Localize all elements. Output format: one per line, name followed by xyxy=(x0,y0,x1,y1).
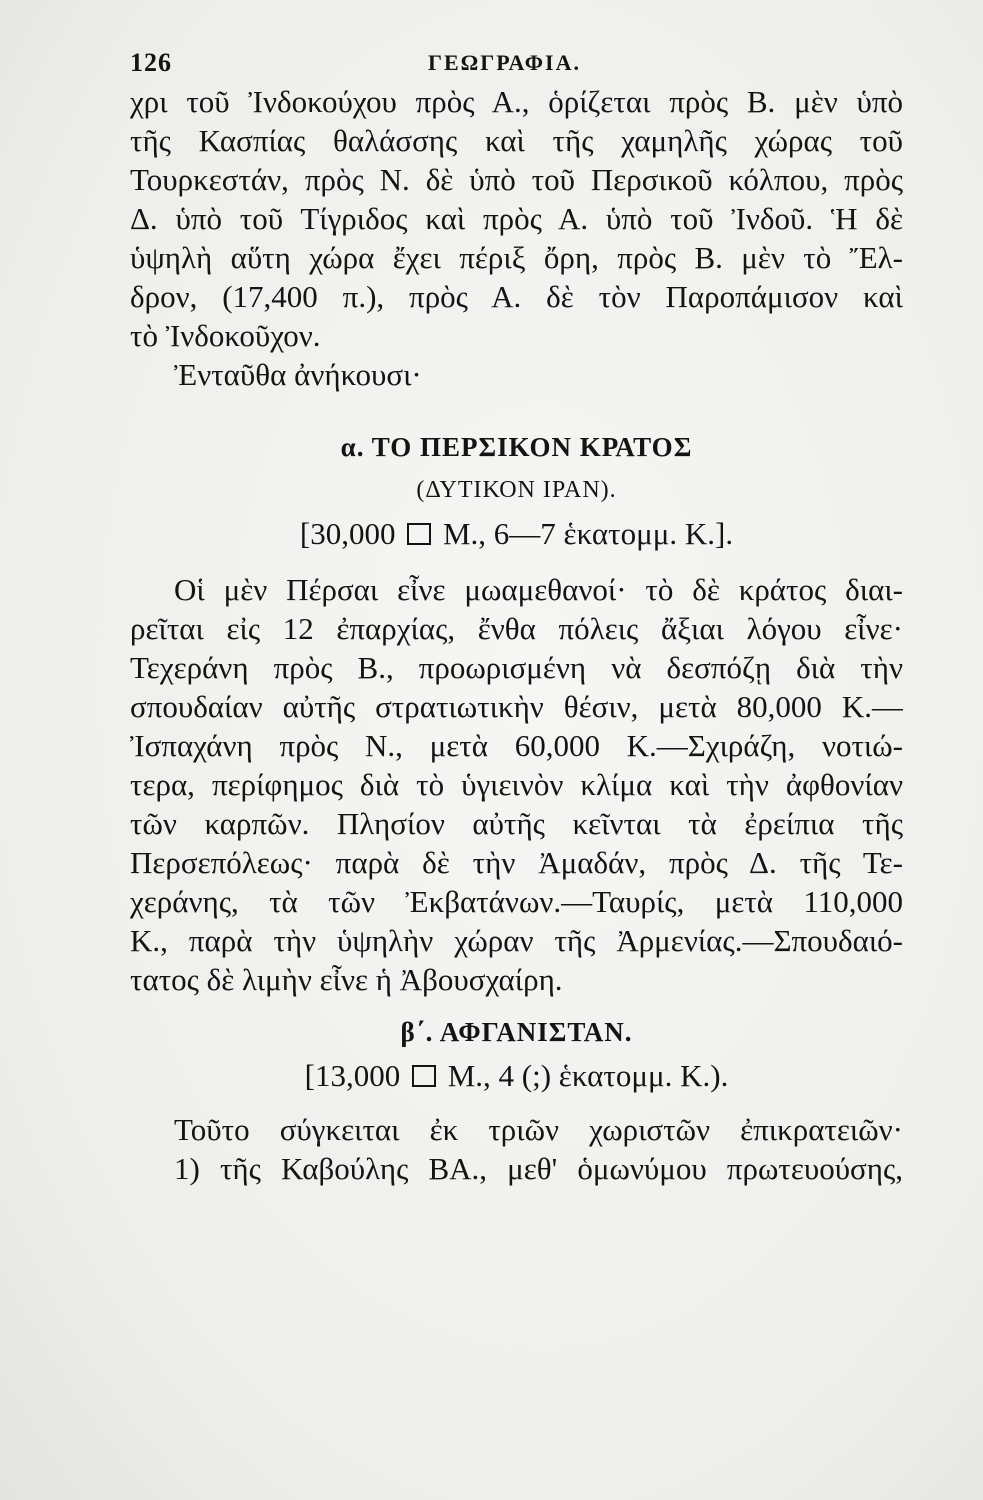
text-line: Ἐνταῦθα ἀνήκουσι· xyxy=(174,357,422,392)
text-line: τατος δὲ λιμὴν εἶνε ἡ Ἀβουσχαίρη. xyxy=(130,962,563,997)
text-line: δρον, (17,400 π.), πρὸς Α. δὲ τὸν Παροπάμισον καὶ xyxy=(130,279,903,314)
stats-area: [13,000 xyxy=(304,1058,401,1093)
text-line: Δ. ὑπὸ τοῦ Τίγριδος καὶ πρὸς Α. ὑπὸ τοῦ Ἰνδοῦ. Ἡ δὲ xyxy=(130,201,903,236)
text-line: ρεῖται εἰς 12 ἐπαρχίας, ἔνθα πόλεις ἄξιαι λόγου εἶνε· xyxy=(130,611,903,646)
text-line: Οἱ μὲν Πέρσαι εἶνε μωαμεθανοί· τὸ δὲ κράτος διαι- xyxy=(174,572,903,607)
text-line: σπουδαίαν αὐτῆς στρατιωτικὴν θέσιν, μετὰ 80,000 Κ.— xyxy=(130,689,903,724)
intro-paragraph xyxy=(130,82,903,394)
text-line: 1) τῆς Καβούλης ΒΑ., μεθ' ὁμωνύμου πρωτευούσης, xyxy=(174,1151,903,1186)
text-line: χρι τοῦ Ἰνδοκούχου πρὸς Α., ὁρίζεται πρὸς Β. μὲν ὑπὸ xyxy=(130,84,903,119)
text-line: τῶν καρπῶν. Πλησίον αὐτῆς κεῖνται τὰ ἐρείπια τῆς xyxy=(130,806,903,841)
stats-population: Μ., 4 (;) ἑκατομμ. Κ.). xyxy=(447,1058,729,1093)
text-line: Τοῦτο σύγκειται ἐκ τριῶν χωριστῶν ἐπικρατειῶν· xyxy=(174,1112,903,1147)
text-line: Περσεπόλεως· παρὰ δὲ τὴν Ἀμαδάν, πρὸς Δ. τῆς Τε- xyxy=(130,845,903,880)
text-line: τὸ Ἰνδοκοῦχον. xyxy=(130,318,321,353)
text-line: ὑψηλὴ αὕτη χώρα ἔχει πέριξ ὄρη, πρὸς Β. μὲν τὸ Ἔλ- xyxy=(130,240,903,275)
text-line: χεράνης, τὰ τῶν Ἐκβατάνων.—Ταυρίς, μετὰ 110,000 xyxy=(130,884,903,919)
text-line: Τεχεράνη πρὸς Β., προωρισμένη νὰ δεσπόζῃ διὰ τὴν xyxy=(130,650,903,685)
section-subheading-persia: (ΔΥΤΙΚΟΝ ΙΡΑΝ). xyxy=(416,477,617,503)
section-heading-afghanistan: β΄. ΑΦΓΑΝΙΣΤΑΝ. xyxy=(400,1017,633,1047)
section-stats-persia xyxy=(130,516,903,552)
section-heading-persia: α. ΤΟ ΠΕΡΣΙΚΟΝ ΚΡΑΤΟΣ xyxy=(340,432,693,462)
section-stats-afghanistan xyxy=(130,1058,903,1094)
text-line: Τουρκεστάν, πρὸς Ν. δὲ ὑπὸ τοῦ Περσικοῦ κόλπου, πρὸς xyxy=(130,162,903,197)
text-line: τῆς Κασπίας θαλάσσης καὶ τῆς χαμηλῆς χώρας τοῦ xyxy=(130,123,903,158)
square-miles-icon xyxy=(407,523,431,545)
text-line: Κ., παρὰ τὴν ὑψηλὴν χώραν τῆς Ἀρμενίας.—Σπουδαιό- xyxy=(130,923,903,958)
stats-area: [30,000 xyxy=(299,516,396,551)
running-title: ΓΕΩΓΡΑΦΙΑ. xyxy=(428,50,581,75)
square-miles-icon xyxy=(412,1065,436,1087)
text-line: Ἰσπαχάνη πρὸς Ν., μετὰ 60,000 Κ.—Σχιράζη, νοτιώ- xyxy=(130,728,903,763)
running-head xyxy=(130,42,903,82)
persia-paragraph xyxy=(130,570,903,999)
stats-population: Μ., 6—7 ἑκατομμ. Κ.]. xyxy=(442,516,734,551)
afghanistan-paragraph xyxy=(130,1110,903,1188)
page-number: 126 xyxy=(130,48,172,77)
text-line: τερα, περίφημος διὰ τὸ ὑγιεινὸν κλίμα καὶ τὴν ἀφθονίαν xyxy=(130,767,903,802)
